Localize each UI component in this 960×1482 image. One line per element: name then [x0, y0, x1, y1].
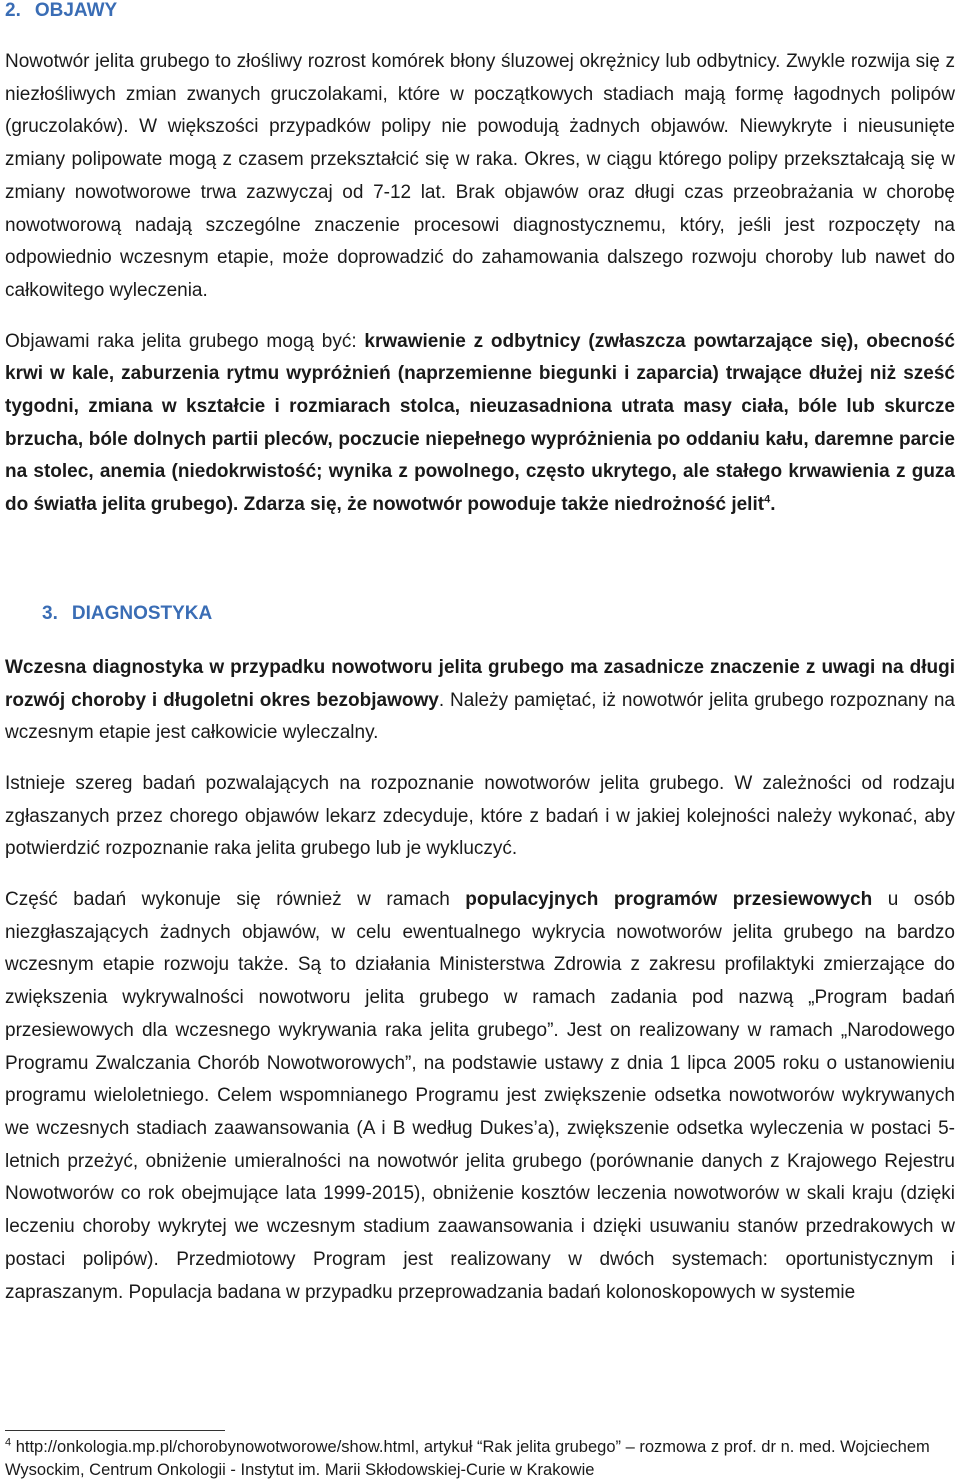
footnote [5, 1436, 955, 1482]
s3-p3-intro: Część badań wykonuje się również w ramach [5, 889, 466, 911]
s2-p2-end: . [770, 494, 776, 516]
s2-p1-text: Nowotwór jelita grubego to złośliwy rozrost komórek błony śluzowej okrężnicy lub odbytnicy. Zwykle rozwija się z niezłośliwych zmian zwanych gruczolakami, które w początkowych stadiach mają formę łagodnych polipów (gruczolaków). W większości przypadków polipy nie powodują żadnych objawów. Niewykryte i nieusunięte zmiany polipowate mogą z czasem przekształcić się w raka. Okres, w ciągu którego polipy przekształcają się w zmiany nowotworowe trwa zazwyczaj od 7-12 lat. Brak objawów oraz długi czas przeobrażania w chorobę nowotworową nadają szczególne znaczenie procesowi diagnostycznemu, który, jeśli jest rozpoczęty na odpowiednio wczesnym etapie, może doprowadzić do zahamowania dalszego rozwoju choroby lub nawet do całkowitego wyleczenia. [5, 51, 955, 301]
s3-p1-bold: Wczesna diagnostyka w przypadku nowotworu jelita grubego ma zasadnicze znaczenie z uwagi na długi rozwój choroby i długoletni okres bezobjawowy [5, 656, 955, 711]
s3-p3-text: u osób niezgłaszających żadnych objawów, w celu ewentualnego wykrycia nowotworów jelita grubego na bardzo wczesnym etapie rozwoju także. Są to działania Ministerstwa Zdrowia z zakresu profilaktyki zmierzające do zwiększenia wykrywalności nowotworu jelita grubego w ramach zadania pod nazwą „Program badań przesiewowych dla wczesnego wykrywania raka jelita grubego”. Jest on realizowany w ramach „Narodowego Programu Zwalczania Chorób Nowotworowych”, na podstawie ustawy z dnia 1 lipca 2005 roku o ustanowieniu programu wieloletniego. Celem wspomnianego Programu jest zwiększenie odsetka nowotworów wykrywanych we wczesnych stadiach zaawansowania (A i B według Dukes’a), zwiększenie odsetka wyleczenia w postaci 5-letnich przeżyć, obniżenie umieralności na nowotwór jelita grubego (porównanie danych z Krajowego Rejestru Nowotworów co rok obejmujące lata 1999-2015), obniżenie kosztów leczenia nowotworów w skali kraju (dzięki leczeniu choroby wykrytej we wczesnym stadium zaawansowania i dzięki usuwaniu stanów przedrakowych w postaci polipów). Przedmiotowy Program jest realizowany w dwóch systemach: oportunistycznym i zapraszanym. Populacja badana w przypadku przeprowadzania badań kolonoskopowych w systemie [5, 889, 956, 1303]
section-2-heading [5, 0, 955, 23]
section-3-paragraph-2 [5, 768, 955, 866]
footnote-separator [5, 1430, 225, 1431]
s3-p2-text: Istnieje szereg badań pozwalających na rozpoznanie nowotworów jelita grubego. W zależności od rodzaju zgłaszanych przez chorego objawów lekarz zdecyduje, które z badań i w jakiej kolejności należy wykonać, aby potwierdzić rozpoznanie raka jelita grubego lub je wykluczyć. [5, 772, 955, 860]
footnote-text: http://onkologia.mp.pl/chorobynowotworowe/show.html, artykuł “Rak jelita grubego” – rozmowa z prof. dr n. med. Wojciechem Wysockim, Centrum Onkologii - Instytut im. Marii Skłodowskiej-Curie w Krakowie [5, 1438, 930, 1479]
footnote-ref-4[interactable]: 4 [764, 493, 771, 506]
s3-p3-bold: populacyjnych programów przesiewowych [465, 889, 873, 911]
section-3-paragraph-1 [5, 652, 955, 750]
section-2-paragraph-1 [5, 46, 955, 308]
section-3-number: 3. [42, 602, 58, 624]
document-page [5, 0, 955, 1309]
s3-p1-text: . Należy pamiętać, iż nowotwór jelita grubego rozpoznany na wczesnym etapie jest całkowicie wyleczalny. [5, 689, 955, 744]
section-2-number: 2. [5, 0, 21, 21]
section-2-title: OBJAWY [34, 0, 118, 21]
section-2-paragraph-2 [5, 326, 955, 522]
s2-p2-intro: Objawami raka jelita grubego mogą być: [5, 330, 365, 352]
s2-p2-symptoms: krwawienie z odbytnicy (zwłaszcza powtarzające się), obecność krwi w kale, zaburzenia rytmu wypróżnień (naprzemienne biegunki i zaparcia) trwające dłużej niż sześć tygodni, zmiana w kształcie i rozmiarach stolca, nieuzasadniona utrata masy ciała, bóle lub skurcze brzucha, bóle dolnych partii pleców, poczucie niepełnego wypróżnienia po oddaniu kału, daremne parcie na stolec, anemia (niedokrwistość; wynika z powolnego, często ukrytego, ale stałego krwawienia z guza do światła jelita grubego). Zdarza się, że nowotwór powoduje także niedrożność jelit [5, 330, 955, 516]
section-3-paragraph-3 [5, 884, 955, 1309]
section-3-heading [5, 602, 955, 626]
footnote-marker: 4 [5, 1436, 12, 1449]
section-3-title: DIAGNOSTYKA [71, 602, 213, 624]
